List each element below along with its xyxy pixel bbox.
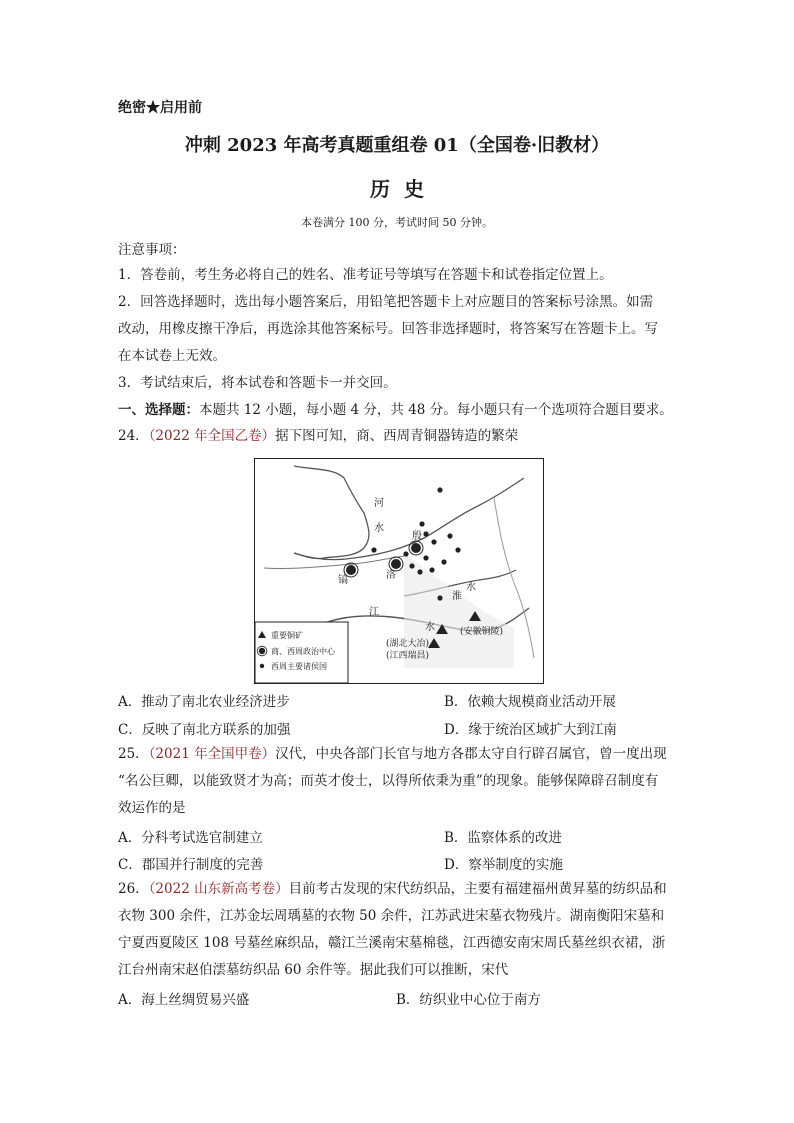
question-number: 25． — [118, 746, 149, 762]
label-luo: 洛 — [386, 570, 396, 581]
vassal-state-dot — [409, 563, 414, 568]
vassal-state-dot — [403, 551, 408, 556]
label-daye: (湖北大冶) — [386, 639, 430, 649]
question-text: “名公巨卿，以能致贤才为高；而英才俊士，以得所依秉为重”的现象。能够保障辟召制度有 — [118, 773, 659, 789]
notice-item: 在本试卷上无效。 — [118, 348, 226, 364]
question-number: 26． — [118, 881, 149, 897]
legend-vassal: 西周主要诸侯国 — [271, 662, 327, 671]
question-source: （2022 山东新高考卷） — [148, 881, 289, 897]
question-text: 汉代，中央各部门长官与地方各郡太守自行辟召属官，曾一度出现 — [275, 746, 667, 762]
legend-center: 商、西周政治中心 — [271, 647, 335, 656]
vassal-state-dot — [417, 569, 422, 574]
option-c[interactable]: C．反映了南北方联系的加强 — [118, 722, 291, 738]
bronze-map — [254, 458, 544, 684]
notice-item: 3．考试结束后，将本试卷和答题卡一并交回。 — [118, 375, 397, 391]
question-26-stem — [118, 879, 667, 900]
question-text: 效运作的是 — [118, 800, 186, 816]
vassal-state-dot — [371, 547, 376, 552]
vassal-state-dot — [431, 539, 436, 544]
option-b[interactable]: B．依赖大规模商业活动开展 — [444, 694, 616, 710]
question-source: （2021 年全国甲卷） — [148, 746, 276, 762]
label-shui3: 水 — [425, 622, 435, 633]
question-24-stem — [118, 426, 518, 447]
section-label: 一、选择题： — [118, 402, 199, 418]
notice-item: 1．答卷前，考生务必将自己的姓名、准考证号等填写在答题卡和试卷指定位置上。 — [118, 267, 613, 283]
notice-item: 改动，用橡皮擦干净后，再选涂其他答案标号。回答非选择题时，将答案写在答题卡上。写 — [118, 321, 658, 337]
vassal-state-dot — [429, 567, 434, 572]
question-number: 24． — [118, 428, 149, 444]
political-center-hao — [346, 565, 356, 575]
question-text: 衣物 300 余件，江苏金坛周瑀墓的衣物 50 余件，江苏武进宋墓衣物残片。湖南衡阳宋墓和 — [118, 908, 665, 924]
label-shui1: 水 — [374, 523, 384, 534]
paper-title: 冲刺 2023 年高考真题重组卷 01（全国卷·旧教材） — [184, 135, 610, 156]
option-a[interactable]: A．推动了南北农业经济进步 — [118, 694, 290, 710]
vassal-state-dot — [437, 487, 442, 492]
vassal-state-dot — [441, 559, 446, 564]
vassal-state-dot — [437, 595, 442, 600]
label-jiang: 江 — [369, 607, 379, 618]
option-d[interactable]: D．缘于统治区域扩大到江南 — [444, 722, 617, 738]
question-25-stem — [118, 744, 667, 765]
question-text: 宁夏西夏陵区 108 号墓丝麻织品，赣江兰溪南宋墓棉毯，江西德安南宋周氏墓丝织衣裙，浙 — [118, 935, 666, 951]
question-source: （2022 年全国乙卷） — [148, 428, 276, 444]
option-c[interactable]: C．郡国并行制度的完善 — [118, 857, 264, 873]
option-b[interactable]: B．监察体系的改进 — [444, 830, 562, 846]
question-text: 据下图可知，商、西周青铜器铸造的繁荣 — [275, 428, 519, 444]
option-b[interactable]: B．纺织业中心位于南方 — [396, 992, 541, 1008]
label-huai: 淮 — [452, 591, 462, 602]
label-shui2: 水 — [466, 582, 476, 593]
question-text: 目前考古发现的宋代纺织品，主要有福建福州黄昇墓的纺织品和 — [288, 881, 667, 897]
notice-heading: 注意事项： — [118, 242, 186, 258]
exam-meta: 本卷满分 100 分，考试时间 50 分钟。 — [301, 216, 493, 229]
political-center-luo — [391, 559, 401, 569]
notice-item: 2．回答选择题时，选出每小题答案后，用铅笔把答题卡上对应题目的答案标号涂黑。如需 — [118, 294, 654, 310]
map-legend — [255, 622, 348, 683]
label-tongling: (安徽铜陵) — [460, 627, 504, 637]
label-hao: 镐 — [338, 575, 348, 586]
option-d[interactable]: D．察举制度的实施 — [444, 857, 563, 873]
label-ruichang: (江西瑞昌) — [386, 651, 430, 661]
vassal-state-dot — [455, 547, 460, 552]
vassal-state-dot — [419, 521, 424, 526]
option-a[interactable]: A．海上丝绸贸易兴盛 — [118, 992, 250, 1008]
confidential-mark: 绝密★启用前 — [118, 100, 202, 116]
section-rule: 本题共 12 小题，每小题 4 分，共 48 分。每小题只有一个选项符合题目要求。 — [199, 402, 673, 418]
legend-copper: 重要铜矿 — [271, 631, 303, 640]
subject-title: 历史 — [370, 177, 438, 201]
political-center-yin — [411, 543, 421, 553]
vassal-state-dot — [423, 531, 428, 536]
vassal-state-dot — [423, 555, 428, 560]
section-header — [118, 400, 673, 421]
label-yin: 殷 — [412, 531, 422, 542]
option-a[interactable]: A．分科考试选官制建立 — [118, 830, 263, 846]
question-text: 江台州南宋赵伯澐墓纺织品 60 余件等。据此我们可以推断，宋代 — [118, 962, 509, 978]
label-he: 河 — [374, 498, 384, 509]
vassal-state-dot — [447, 533, 452, 538]
